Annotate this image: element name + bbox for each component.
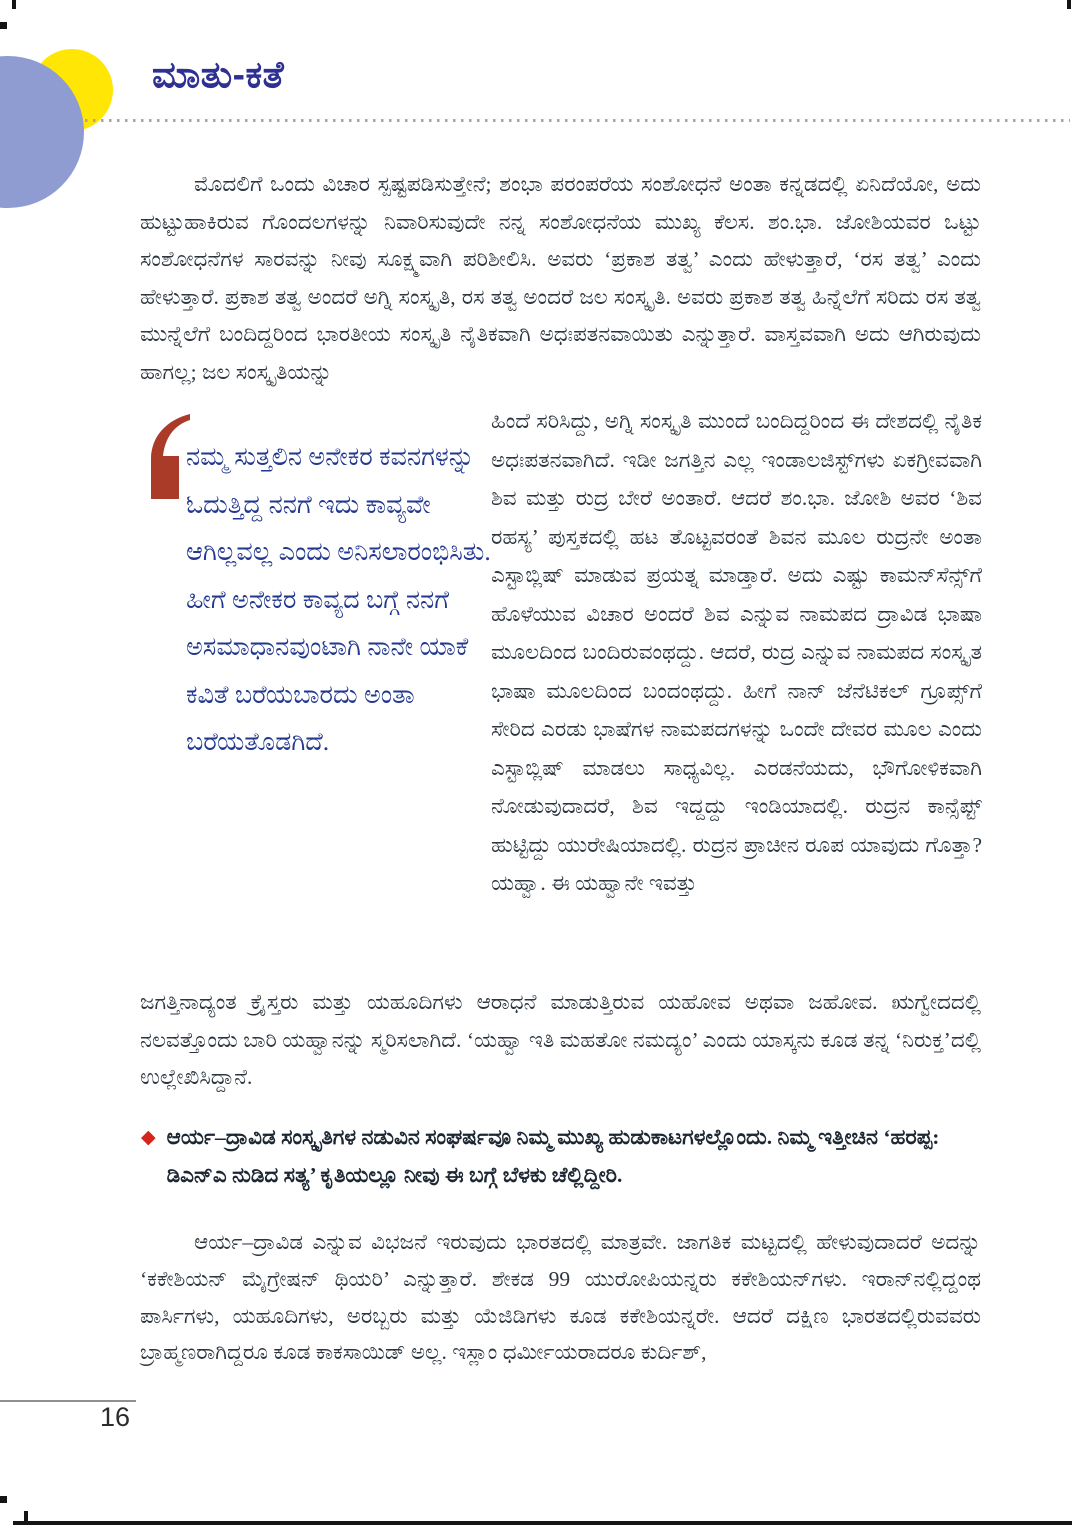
crop-mark-top-left-dot (0, 22, 7, 29)
crop-mark-bottom-left-dot (0, 1496, 7, 1503)
intro-paragraph: ಮೊದಲಿಗೆ ಒಂದು ವಿಚಾರ ಸ್ಪಷ್ಟಪಡಿಸುತ್ತೇನೆ; ಶಂಭಾ ಪರಂಪರೆಯ ಸಂಶೋಧನೆ ಅಂತಾ ಕನ್ನಡದಲ್ಲಿ ಏನಿದೆಯೋ, ಅದು ಹುಟ್ಟುಹಾಕಿರುವ ಗೊಂದಲಗಳನ್ನು ನಿವಾರಿಸುವುದೇ ನನ್ನ ಸಂಶೋಧನೆಯ ಮುಖ್ಯ ಕೆಲಸ. ಶಂ.ಭಾ. ಜೋಶಿಯವರ ಒಟ್ಟು ಸಂಶೋಧನೆಗಳ ಸಾರವನ್ನು ನೀವು ಸೂಕ್ಷ್ಮವಾಗಿ ಪರಿಶೀಲಿಸಿ. ಅವರು ‘ಪ್ರಕಾಶ ತತ್ವ’ ಎಂದು ಹೇಳುತ್ತಾರೆ, ‘ರಸ ತತ್ವ’ ಎಂದು ಹೇಳುತ್ತಾರೆ. ಪ್ರಕಾಶ ತತ್ವ ಅಂದರೆ ಅಗ್ನಿ ಸಂಸ್ಕೃತಿ, ರಸ ತತ್ವ ಅಂದರೆ ಜಲ ಸಂಸ್ಕೃತಿ. ಅವರು ಪ್ರಕಾಶ ತತ್ವ ಹಿನ್ನೆಲೆಗೆ ಸರಿದು ರಸ ತತ್ವ ಮುನ್ನೆಲೆಗೆ ಬಂದಿದ್ದರಿಂದ ಭಾರತೀಯ ಸಂಸ್ಕೃತಿ ನೈತಿಕವಾಗಿ ಅಧಃಪತನವಾಯಿತು ಎನ್ನುತ್ತಾರೆ. ವಾಸ್ತವವಾಗಿ ಅದು ಆಗಿರುವುದು ಹಾಗಲ್ಲ; ಜಲ ಸಂಸ್ಕೃತಿಯನ್ನು (140, 172, 981, 384)
diamond-bullet-icon: ◆ (141, 1126, 156, 1148)
crop-mark-top-right-tick (1067, 0, 1071, 9)
interview-question (141, 1119, 951, 1194)
crop-mark-top-left-tick (12, 0, 16, 9)
pull-quote: ನಮ್ಮ ಸುತ್ತಲಿನ ಅನೇಕರ ಕವನಗಳನ್ನು ಓದುತ್ತಿದ್ದ ನನಗೆ ಇದು ಕಾವ್ಯವೇ ಆಗಿಲ್ಲವಲ್ಲ ಎಂದು ಅನಿಸಲಾರಂಭಿಸಿತು. ಹೀಗೆ ಅನೇಕರ ಕಾವ್ಯದ ಬಗ್ಗೆ ನನಗೆ ಅಸಮಾಧಾನವುಂಟಾಗಿ ನಾನೇ ಯಾಕೆ ಕವಿತೆ ಬರೆಯಬಾರದು ಅಂತಾ ಬರೆಯತೊಡಗಿದೆ. (186, 442, 491, 756)
page-title: ಮಾತು-ಕತೆ (152, 54, 285, 95)
title-dotted-rule (85, 119, 1070, 122)
column-paragraph: ಹಿಂದೆ ಸರಿಸಿದ್ದು, ಅಗ್ನಿ ಸಂಸ್ಕೃತಿ ಮುಂದೆ ಬಂದಿದ್ದರಿಂದ ಈ ದೇಶದಲ್ಲಿ ನೈತಿಕ ಅಧಃಪತನವಾಗಿದೆ. ಇಡೀ ಜಗತ್ತಿನ ಎಲ್ಲ ಇಂಡಾಲಜಿಸ್ಟ್‌ಗಳು ಏಕಗ್ರೀವವಾಗಿ ಶಿವ ಮತ್ತು ರುದ್ರ ಬೇರೆ ಅಂತಾರೆ. ಆದರೆ ಶಂ.ಭಾ. ಜೋಶಿ ಅವರ ‘ಶಿವ ರಹಸ್ಯ’ ಪುಸ್ತಕದಲ್ಲಿ ಹಟ ತೊಟ್ಟವರಂತೆ ಶಿವನ ಮೂಲ ರುದ್ರನೇ ಅಂತಾ ಎಸ್ಟಾಬ್ಲಿಷ್ ಮಾಡುವ ಪ್ರಯತ್ನ ಮಾಡ್ತಾರೆ. ಅದು ಎಷ್ಟು ಕಾಮನ್‌ಸೆನ್ಸ್‌ಗೆ ಹೊಳೆಯುವ ವಿಚಾರ ಅಂದರೆ ಶಿವ ಎನ್ನುವ ನಾಮಪದ ದ್ರಾವಿಡ ಭಾಷಾ ಮೂಲದಿಂದ ಬಂದಿರುವಂಥದ್ದು. ಆದರೆ, ರುದ್ರ ಎನ್ನುವ ನಾಮಪದ ಸಂಸ್ಕೃತ ಭಾಷಾ ಮೂಲದಿಂದ ಬಂದಂಥದ್ದು. ಹೀಗೆ ನಾನ್ ಜೆನೆಟಿಕಲ್ ಗ್ರೂಪ್ಸ್‌ಗೆ ಸೇರಿದ ಎರಡು ಭಾಷೆಗಳ ನಾಮಪದಗಳನ್ನು ಒಂದೇ ದೇವರ ಮೂಲ ಎಂದು ಎಸ್ಟಾಬ್ಲಿಷ್ ಮಾಡಲು ಸಾಧ್ಯವಿಲ್ಲ. ಎರಡನೆಯದು, ಭೌಗೋಳಿಕವಾಗಿ ನೋಡುವುದಾದರೆ, ಶಿವ ಇದ್ದದ್ದು ಇಂಡಿಯಾದಲ್ಲಿ. ರುದ್ರನ ಕಾನ್ಸೆಪ್ಟ್ ಹುಟ್ಟಿದ್ದು ಯುರೇಷಿಯಾದಲ್ಲಿ. ರುದ್ರನ ಪ್ರಾಚೀನ ರೂಪ ಯಾವುದು ಗೊತ್ತಾ? ಯಹ್ವಾ. ಈ ಯಹ್ವಾನೇ ಇವತ್ತು (491, 409, 982, 895)
continuation-paragraph: ಜಗತ್ತಿನಾದ್ಯಂತ ಕ್ರೈಸ್ತರು ಮತ್ತು ಯಹೂದಿಗಳು ಆರಾಧನೆ ಮಾಡುತ್ತಿರುವ ಯಹೋವ ಅಥವಾ ಜಹೋವ. ಋಗ್ವೇದದಲ್ಲಿ ನಲವತ್ತೊಂದು ಬಾರಿ ಯಹ್ವಾನನ್ನು ಸ್ಮರಿಸಲಾಗಿದೆ. ‘ಯಹ್ವಾ ಇತಿ ಮಹತೋ ನಮದ್ಯಂ’ ಎಂದು ಯಾಸ್ಕನು ಕೂಡ ತನ್ನ ‘ನಿರುಕ್ತ’ದಲ್ಲಿ ಉಲ್ಲೇಖಿಸಿದ್ದಾನೆ. (140, 990, 981, 1089)
page-bottom-edge-line (13, 1521, 1072, 1525)
interview-question-text: ಆರ್ಯ–ದ್ರಾವಿಡ ಸಂಸ್ಕೃತಿಗಳ ನಡುವಿನ ಸಂಘರ್ಷವೂ ನಿಮ್ಮ ಮುಖ್ಯ ಹುಡುಕಾಟಗಳಲ್ಲೊಂದು. ನಿಮ್ಮ ಇತ್ತೀಚಿನ ‘ಹರಪ್ಪ: ಡಿಎನ್‌ಎ ನುಡಿದ ಸತ್ಯ’ ಕೃತಿಯಲ್ಲೂ ನೀವು ಈ ಬಗ್ಗೆ ಬೆಳಕು ಚೆಲ್ಲಿದ್ದೀರಿ. (166, 1125, 940, 1187)
answer-paragraph: ಆರ್ಯ–ದ್ರಾವಿಡ ಎನ್ನುವ ವಿಭಜನೆ ಇರುವುದು ಭಾರತದಲ್ಲಿ ಮಾತ್ರವೇ. ಜಾಗತಿಕ ಮಟ್ಟದಲ್ಲಿ ಹೇಳುವುದಾದರೆ ಅದನ್ನು ‘ಕಕೇಶಿಯನ್ ಮೈಗ್ರೇಷನ್ ಥಿಯರಿ’ ಎನ್ನುತ್ತಾರೆ. ಶೇಕಡ 99 ಯುರೋಪಿಯನ್ನರು ಕಕೇಶಿಯನ್‌ಗಳು. ಇರಾನ್‌ನಲ್ಲಿದ್ದಂಥ ಪಾರ್ಸಿಗಳು, ಯಹೂದಿಗಳು, ಅರಬ್ಬರು ಮತ್ತು ಯೆಜಿಡಿಗಳು ಕೂಡ ಕಕೇಶಿಯನ್ನರೇ. ಆದರೆ ದಕ್ಷಿಣ ಭಾರತದಲ್ಲಿರುವವರು ಬ್ರಾಹ್ಮಣರಾಗಿದ್ದರೂ ಕೂಡ ಕಾಕಸಾಯಿಡ್ ಅಲ್ಲ. ಇಸ್ಲಾಂ ಧರ್ಮೀಯರಾದರೂ ಕುರ್ದಿಶ್, (140, 1230, 981, 1365)
page-number: 16 (99, 1402, 130, 1432)
